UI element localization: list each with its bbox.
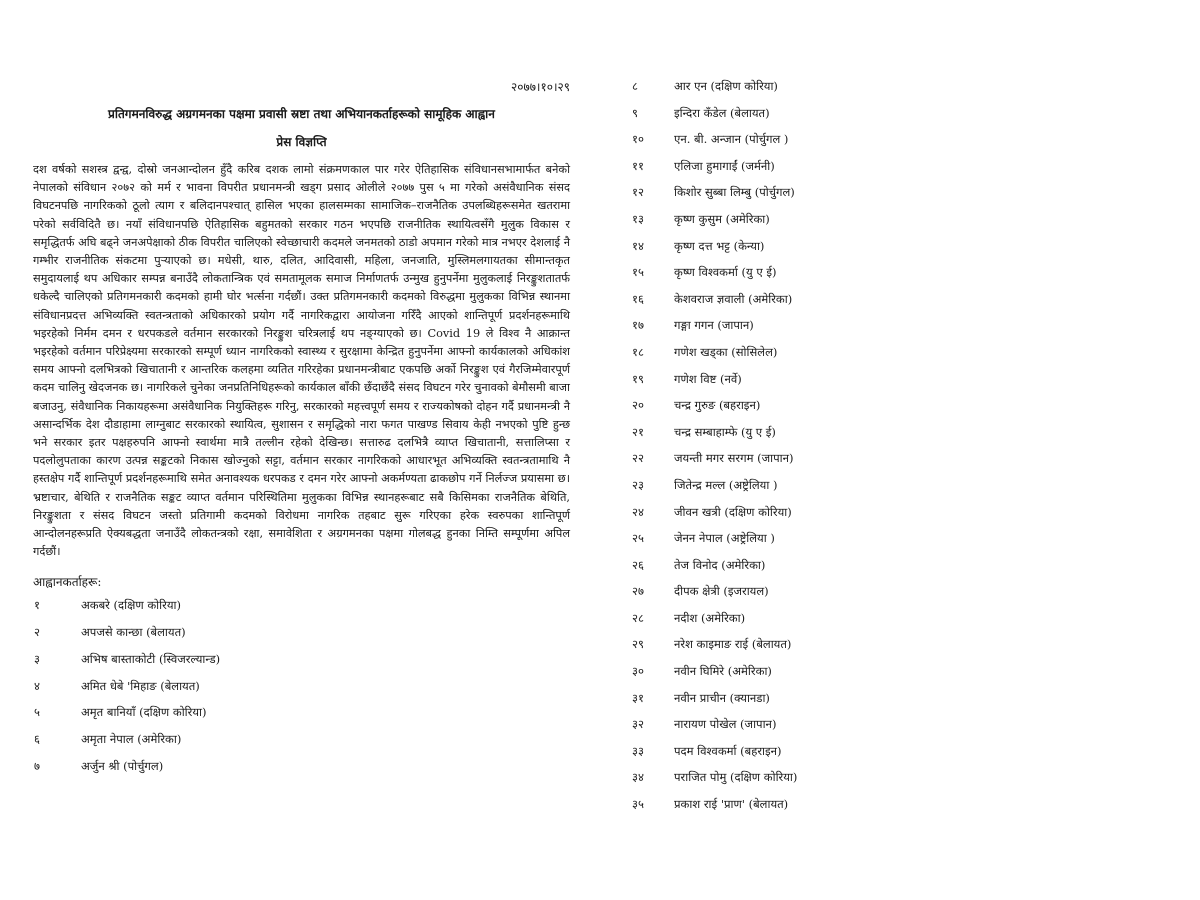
caller-name: अमृता नेपाल (अमेरिका) [81, 731, 182, 746]
document-title: प्रतिगमनविरुद्ध अग्रगमनका पक्षमा प्रवासी स्रष्टा तथा अभियानकर्ताहरूको सामूहिक आह्वान [108, 107, 495, 121]
caller-name: केशवराज ज्ञवाली (अमेरिका) [674, 291, 793, 306]
caller-name: नवीन प्राचीन (क्यानडा) [674, 690, 770, 705]
caller-name: अकबरे (दक्षिण कोरिया) [81, 598, 181, 613]
caller-list-item [632, 425, 872, 452]
caller-name: कृष्ण विश्वकर्मा (यु ए ई) [674, 265, 777, 280]
caller-list-item [33, 759, 570, 786]
caller-list-item [632, 797, 872, 824]
caller-name: जयन्ती मगर सरगम (जापान) [674, 451, 794, 466]
caller-list-item [632, 398, 872, 425]
right-column [632, 79, 872, 824]
caller-number: १५ [632, 265, 644, 280]
caller-name: आर एन (दक्षिण कोरिया) [674, 79, 778, 93]
caller-number: ३ [34, 651, 40, 666]
caller-list-item [632, 318, 872, 345]
caller-list-item [632, 664, 872, 691]
caller-number: ५ [34, 705, 40, 720]
caller-name: अपजसे कान्छा (बेलायत) [81, 625, 186, 640]
caller-name: नरेश काइमाङ राई (बेलायत) [674, 637, 792, 652]
caller-list-item [632, 505, 872, 532]
caller-list-item [632, 159, 872, 186]
caller-number: ९ [632, 105, 638, 120]
caller-number: २५ [632, 531, 644, 546]
caller-list-item [632, 611, 872, 638]
caller-list-item [33, 598, 570, 625]
caller-number: ३३ [632, 743, 644, 758]
caller-list-item [33, 732, 570, 759]
document-subtitle: प्रेस विज्ञप्ति [276, 135, 327, 149]
caller-list-item [632, 691, 872, 718]
caller-number: १९ [632, 371, 644, 386]
caller-list-item [632, 558, 872, 585]
caller-number: २९ [632, 637, 644, 652]
left-column [33, 78, 570, 785]
caller-number: २६ [632, 557, 644, 572]
caller-list-item [632, 185, 872, 212]
caller-list-item [33, 705, 570, 732]
caller-list-item [632, 239, 872, 266]
caller-list-item [632, 770, 872, 797]
caller-list-item [33, 652, 570, 679]
caller-list-item [632, 79, 872, 106]
document-date: २०७७।१०।२९ [510, 80, 570, 94]
caller-number: १६ [632, 291, 644, 306]
caller-number: ३० [632, 664, 644, 679]
caller-name: किशोर सुब्बा लिम्बु (पोर्चुगल) [674, 185, 795, 200]
caller-list-item [632, 744, 872, 771]
caller-number: २२ [632, 451, 644, 466]
caller-name: चन्द्र गुरुङ (बहराइन) [674, 398, 761, 413]
caller-name: कृष्ण कुसुम (अमेरिका) [674, 211, 770, 226]
caller-name: जीवन खत्री (दक्षिण कोरिया) [674, 504, 792, 519]
caller-name: नारायण पोखेल (जापान) [674, 717, 777, 732]
caller-list-item [632, 531, 872, 558]
caller-name: कृष्ण दत्त भट्ट (केन्या) [674, 238, 765, 253]
caller-number: ६ [34, 731, 40, 746]
caller-name: अर्जुन श्री (पोर्चुगल) [81, 758, 164, 773]
caller-number: १७ [632, 318, 644, 333]
caller-list-item [632, 372, 872, 399]
caller-list-item [632, 637, 872, 664]
caller-number: ३४ [632, 770, 644, 785]
caller-name: जितेन्द्र मल्ल (अष्ट्रेलिया ) [674, 477, 778, 492]
caller-list-item [632, 451, 872, 478]
caller-name: गणेश विष्ट (नर्वे) [674, 371, 742, 386]
caller-number: ४ [34, 678, 40, 693]
caller-name: गणेश खड्का (सोसिलेल) [674, 344, 778, 359]
caller-name: अभिष बास्ताकोटी (स्विजरल्यान्ड) [81, 651, 221, 666]
caller-number: २४ [632, 504, 644, 519]
caller-name: पदम विश्वकर्मा (बहराइन) [674, 743, 782, 758]
caller-list-item [632, 478, 872, 505]
caller-name: इन्दिरा कँडेल (बेलायत) [674, 105, 770, 120]
caller-name: प्रकाश राई 'प्राण' (बेलायत) [674, 797, 789, 812]
caller-number: २३ [632, 477, 644, 492]
caller-number: १ [34, 598, 40, 613]
caller-name: गङ्गा गगन (जापान) [674, 318, 754, 333]
caller-number: ३१ [632, 690, 644, 705]
caller-name: चन्द्र सम्बाहाम्फे (यु ए ई) [674, 424, 776, 439]
caller-name: नदीश (अमेरिका) [674, 610, 746, 625]
caller-number: ११ [632, 158, 644, 173]
caller-name: एलिजा हुमागाईं (जर्मनी) [674, 158, 775, 173]
caller-list-item [632, 106, 872, 133]
callers-list-right [632, 79, 872, 824]
caller-number: २ [34, 625, 40, 640]
caller-number: ३२ [632, 717, 644, 732]
callers-label: आह्वानकर्ताहरू: [33, 575, 102, 590]
caller-name: अमृत बानियाँ (दक्षिण कोरिया) [81, 705, 207, 720]
caller-name: पराजित पोमु (दक्षिण कोरिया) [674, 770, 798, 785]
caller-name: नवीन घिमिरे (अमेरिका) [674, 664, 772, 679]
caller-number: २८ [632, 610, 644, 625]
caller-list-item [33, 679, 570, 706]
caller-number: ३५ [632, 797, 644, 812]
caller-number: १२ [632, 185, 644, 200]
caller-name: एन. बी. अन्जान (पोर्चुगल ) [674, 132, 789, 147]
caller-number: ८ [632, 79, 638, 93]
caller-name: अमित धेबे 'मिहाङ (बेलायत) [81, 678, 200, 693]
caller-number: १३ [632, 211, 644, 226]
caller-number: २७ [632, 584, 644, 599]
caller-number: १० [632, 132, 644, 147]
caller-list-item [632, 265, 872, 292]
caller-number: २० [632, 398, 644, 413]
press-release-body: दश वर्षको सशस्त्र द्वन्द्व, दोस्रो जनआन्दोलन हुँदै करिब दशक लामो संक्रमणकाल पार गरेर ऐतिहासिक संविधानसभामार्फत बनेको नेपालको संविधान २०७२ को मर्म र भावना विपरीत प्रधानमन्त्री खड्ग प्रसाद ओलीले २०७७ पुस ५ मा गरेको असंवैधानिक संसद विघटनपछि नागरिकको ठूलो त्याग र बलिदानपश्चात् हासिल भएका हालसम्मका सामाजिक–राजनैतिक उपलब्धिहरूसमेत खतरामा परेको सर्वविदितै छ। नयाँ संविधानपछि ऐतिहासिक बहुमतको सरकार गठन भएपछि राजनीतिक स्थायित्वसँगै मुलुक विकास र समृद्धितर्फ अघि बढ्ने जनअपेक्षाको ठीक विपरीत चालिएको स्वेच्छाचारी कदमले जनमतको ठाडो अपमान गरेको मात्र नभएर देशलाई नै गम्भीर राजनीतिक संकटमा पुऱ्याएको छ। मधेसी, थारु, दलित, आदिवासी, महिला, जनजाति, मुस्लिमलगायतका सीमान्तकृत समुदायलाई थप अधिकार सम्पन्न बनाउँदै लोकतान्त्रिक एवं समतामूलक समाज निर्माणतर्फ उन्मुख हुनुपर्नेमा मुलुकलाई निरङ्कुशतातर्फ धकेल्दै चालिएको प्रतिगमनकारी कदमको हामी घोर भर्त्सना गर्दछौं। उक्त प्रतिगमनकारी कदमको विरुद्धमा मुलुकका विभिन्न स्थानमा संविधानप्रदत्त अभिव्यक्ति स्वतन्त्रताको अधिकारको प्रयोग गर्दै नागरिकद्वारा आयोजना गरिँदै आएको शान्तिपूर्ण प्रदर्शनहरूमाथि भइरहेको निर्मम दमन र धरपकडले वर्तमान सरकारको निरङ्कुश चरित्रलाई थप नङ्ग्याएको छ। Covid 19 ले विश्व नै आक्रान्त भइरहेको वर्तमान परिप्रेक्ष्यमा सरकारको सम्पूर्ण ध्यान नागरिकको स्वास्थ्य र सुरक्षामा केन्द्रित हुनुपर्नेमा आफ्नो कार्यकालको अधिकांश समय आफ्नो दलभित्रको खिचातानी र आन्तरिक कलहमा व्यतित गरिरहेका प्रधानमन्त्रीबाट एकपछि अर्को निरङ्कुश एवं गैरजिम्मेवारपूर्ण कदम चालिनु खेदजनक छ। नागरिकले चुनेका जनप्रतिनिधिहरूको कार्यकाल बाँकी छँदाछँदै संसद विघटन गरेर चुनावको बेमौसमी बाजा बजाउनु, संवैधानिक निकायहरूमा असंवैधानिक नियुक्तिहरू गरिनु, सरकारको महत्त्वपूर्ण समय र राज्यकोषको दोहन गर्दै प्रधानमन्त्री नै असान्दर्भिक देश दौडाहामा लाग्नुबाट सरकारको स्थायित्व, सुशासन र समृद्धिको नारा फगत पाखण्ड सिवाय केही नभएको पुष्टि हुन्छ भने सरकार इतर पक्षहरुपनि आफ्नो स्वार्थमा मात्रै तल्लीन रहेको देखिन्छ। सत्तारुढ दलभित्रै व्याप्त खिचातानी, सत्तालिप्सा र पदलोलुपताका कारण उत्पन्न सङ्कटको निकास खोज्नुको सट्टा, वर्तमान सरकार नागरिकको आधारभूत अभिव्यक्ति स्वतन्त्रतामाथि नै हस्तक्षेप गर्दै शान्तिपूर्ण प्रदर्शनहरूमाथि समेत अनावश्यक धरपकड र दमन गरेर आफ्नो अकर्मण्यता ढाकछोप गर्ने निर्लज्ज प्रयासमा छ। भ्रष्टाचार, बेथिति र राजनैतिक सङ्कट व्याप्त वर्तमान परिस्थितिमा मुलुकका विभिन्न स्थानहरूबाट सबै किसिमका राजनैतिक बेथिति, निरङ्कुशता र संसद विघटन जस्तो प्रतिगामी कदमको विरोधमा नागरिक तहबाट सुरू गरिएका हरेक स्वरुपका शान्तिपूर्ण आन्दोलनहरूप्रति ऐक्यबद्धता जनाउँदै लोकतन्त्रको रक्षा, समावेशिता र अग्रगमनका पक्षमा गोलबद्ध हुनका निम्ति सम्पूर्णमा अपिल गर्दछौं। [33, 163, 570, 559]
caller-list-item [632, 584, 872, 611]
caller-list-item [632, 292, 872, 319]
caller-list-item [632, 345, 872, 372]
caller-list-item [632, 717, 872, 744]
caller-list-item [33, 625, 570, 652]
caller-name: तेज विनोद (अमेरिका) [674, 557, 766, 572]
caller-number: १८ [632, 344, 644, 359]
caller-name: जेनन नेपाल (अष्ट्रेलिया ) [674, 531, 775, 546]
caller-number: १४ [632, 238, 644, 253]
caller-list-item [632, 212, 872, 239]
caller-number: ७ [34, 758, 40, 773]
caller-list-item [632, 132, 872, 159]
caller-number: २१ [632, 424, 644, 439]
caller-name: दीपक क्षेत्री (इजरायल) [674, 584, 769, 599]
callers-list-left [33, 598, 570, 785]
